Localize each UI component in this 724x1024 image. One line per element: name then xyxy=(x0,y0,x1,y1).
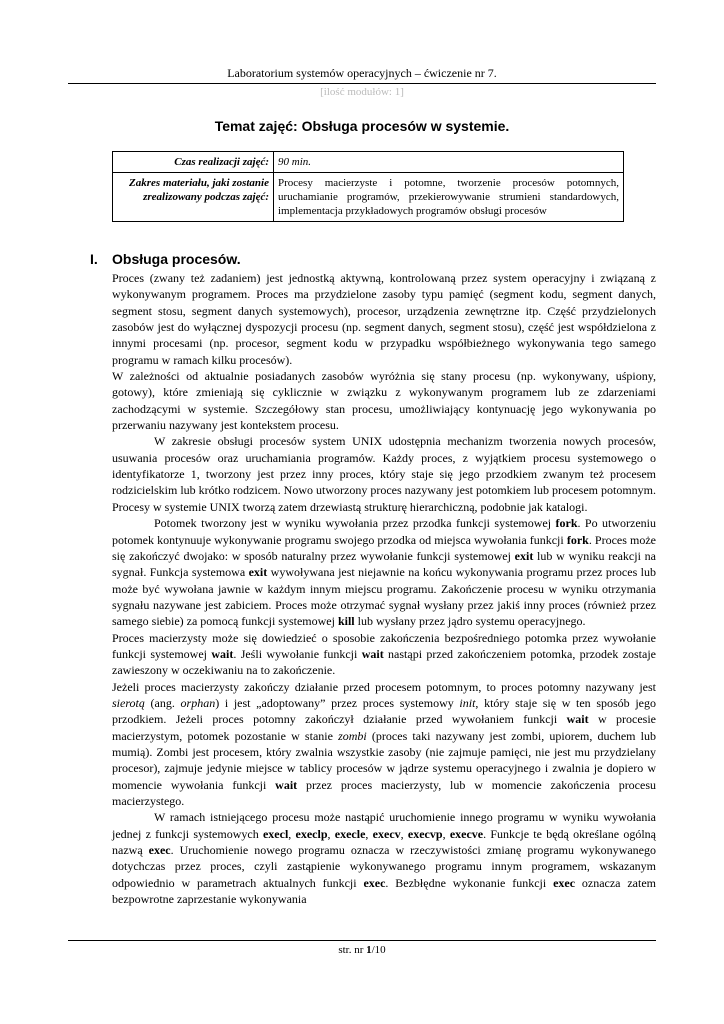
term-exit: exit xyxy=(248,565,268,580)
time-label: Czas realizacji zajęć: xyxy=(113,152,274,173)
module-count: [ilość modułów: 1] xyxy=(320,86,404,98)
meta-row-scope xyxy=(113,173,624,222)
section-number: I. xyxy=(90,251,98,267)
page-footer: str. nr 1/10 xyxy=(338,944,386,956)
topic-title: Temat zajęć: Obsługa procesów w systemie. xyxy=(214,118,510,134)
term-wait: wait xyxy=(361,646,384,661)
term-fork: fork xyxy=(555,516,578,531)
term-execve: execve xyxy=(449,826,484,841)
document-header: Laboratorium systemów operacyjnych – ćwiczenie nr 7. xyxy=(227,66,497,80)
term-kill: kill xyxy=(337,614,355,629)
meta-table xyxy=(112,151,624,222)
paragraph: Proces macierzysty może się dowiedzieć o sposobie zakończenia bezpośredniego potomka przez wywołanie funkcji systemowej wait. Jeśli wywołanie funkcji wait nastąpi przed zakończeniem potomka, przodek zostaje zawieszony w oczekiwaniu na to zakończenie. xyxy=(112,630,656,678)
term-exec: exec xyxy=(363,875,386,890)
meta-row-time xyxy=(113,152,624,173)
term-exit: exit xyxy=(514,548,534,563)
paragraph: W zależności od aktualnie posiadanych zasobów wyróżnia się stany procesu (np. wykonywany, uśpiony, gotowy), które zmieniają się cyklicznie w związku z wykonywanym programem lub ze zdarzeniami zachodzącymi w systemie. Szczegółowy stan procesu, umożliwiający kontynuację jego wykonywania po przerwaniu nazywany jest kontekstem procesu. xyxy=(112,369,656,433)
term-exec: exec xyxy=(553,875,576,890)
term-zombi: zombi xyxy=(338,728,367,743)
term-wait: wait xyxy=(566,712,589,727)
term-exec: exec xyxy=(148,843,171,858)
term-execle: execle xyxy=(334,826,366,841)
paragraph: Proces (zwany też zadaniem) jest jednostką aktywną, kontrolowaną przez system operacyjny i związaną z wykonywanym programem. Proces ma przydzielone zasoby typu pamięć (segment kodu, segment danych, segment stosu, segment danych systemowych), procesor, urządzenia zewnętrzne itp. Część przydzielonych zasobów jest do wyłącznej dyspozycji procesu (np. segment danych, segment stosu), część jest współdzielona z innymi procesami (np. procesor, segment kodu w przypadku współbieżnego wykonywania tego samego programu w ramach kilku procesów). xyxy=(112,271,656,367)
section-title: Obsługa procesów. xyxy=(112,251,241,267)
footer-divider xyxy=(68,940,656,941)
section-heading xyxy=(90,251,241,267)
paragraph: Potomek tworzony jest w wyniku wywołania przez przodka funkcji systemowej fork. Po utworzeniu potomek kontynuuje wykonywanie programu swojego przodka od miejsca wywołania funkcji fork. Proces może się zakończyć dwojako: w sposób naturalny przez wywołanie funkcji systemowej exit lub w wyniku reakcji na sygnał. Funkcja systemowa exit wywoływana jest niejawnie na końcu wykonywania programu przez proces lub może być wywołana jawnie w każdym innym miejscu programu. Zakończenie procesu w wyniku otrzymania sygnału nazywane jest zabiciem. Proces może otrzymać sygnał wysłany przez jakiś inny proces (również przez samego siebie) za pomocą funkcji systemowej kill lub wysłany przez jądro systemu operacyjnego. xyxy=(112,516,657,629)
page-number: 1 xyxy=(366,944,372,956)
term-fork: fork xyxy=(566,532,589,547)
term-orphan: orphan xyxy=(180,695,216,710)
term-sierota: sierotą xyxy=(112,695,145,710)
term-wait: wait xyxy=(211,646,234,661)
scope-label: Zakres materiału, jaki zostanie zrealizowany podczas zajęć: xyxy=(113,173,274,222)
term-init: init xyxy=(459,695,476,710)
term-execl: execl xyxy=(262,826,289,841)
scope-value: Procesy macierzyste i potomne, tworzenie procesów potomnych, uruchamianie programów, przekierowywanie strumieni standardowych, implementacja przykładowych programów obsługi procesów xyxy=(274,173,624,222)
term-wait: wait xyxy=(275,777,298,792)
term-execv: execv xyxy=(372,826,401,841)
paragraph: W ramach istniejącego procesu może nastąpić uruchomienie innego programu w wyniku wywołania jednej z funkcji systemowych execl, execlp, execle, execv, execvp, execve. Funkcje te będą określane ogólną nazwą exec. Uruchomienie nowego programu oznacza w rzeczywistości zmianę programu wykonywanego dotychczas przez proces, czyli zastąpienie wykonywanego programu innym programem, wskazanym odpowiednio w parametrach aktualnych funkcji exec. Bezbłędne wykonanie funkcji exec oznacza zatem bezpowrotne zaprzestanie wykonywania xyxy=(112,810,656,907)
paragraph: Jeżeli proces macierzysty zakończy działanie przed procesem potomnym, to proces potomny nazywany jest sierotą (ang. orphan) i jest „adoptowany” przez proces systemowy init, który staje się w ten sposób jego przodkiem. Jeżeli proces potomny zakończył działanie przed wywołaniem funkcji wait w procesie macierzystym, potomek pozostanie w stanie zombi (proces taki nazywany jest zombi, upiorem, duchem lub mumią). Zombi jest procesem, który zwalnia wszystkie zasoby (nie zajmuje pamięci, nie jest mu przydzielany procesor), zajmuje jedynie miejsce w tablicy procesów w jądrze systemu operacyjnego i zwalnia je dopiero w momencie wywołania funkcji wait przez proces macierzysty, lub w momencie zakończenia procesu macierzystego. xyxy=(112,679,657,808)
body-text xyxy=(112,270,656,907)
term-execlp: execlp xyxy=(295,826,328,841)
header-divider xyxy=(68,83,656,84)
paragraph: W zakresie obsługi procesów system UNIX udostępnia mechanizm tworzenia nowych procesów, usuwania procesów oraz uruchamiania programów. Każdy proces, z wyjątkiem procesu systemowego o identyfikatorze 1, tworzony jest przez inny proces, który staje się jego przodkiem zwanym też procesem rodzicielskim lub krótko rodzicem. Nowo utworzony proces nazywany jest potomkiem lub procesem potomnym. Procesy w systemie UNIX tworzą zatem drzewiastą strukturę hierarchiczną, podobnie jak katalogi. xyxy=(112,434,656,514)
term-execvp: execvp xyxy=(407,826,443,841)
time-value: 90 min. xyxy=(274,152,624,173)
